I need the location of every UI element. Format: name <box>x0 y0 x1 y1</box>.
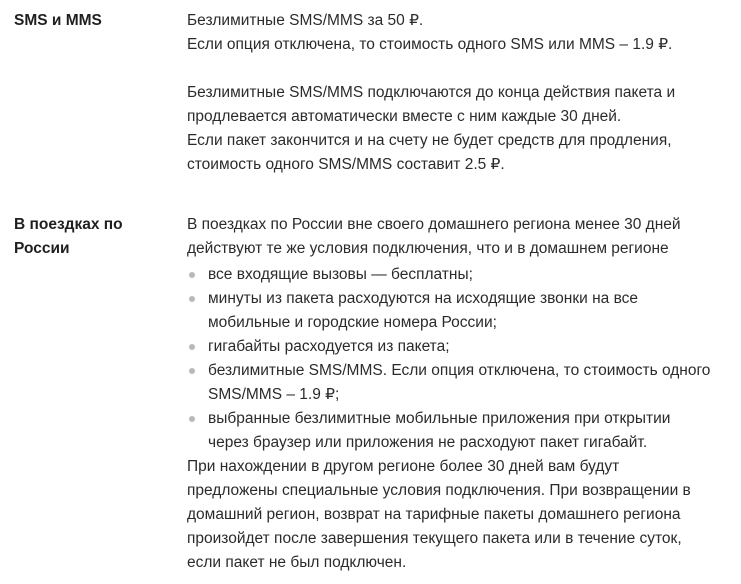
list-item <box>187 287 714 335</box>
bullet-icon <box>189 416 195 422</box>
list-item-text: все входящие вызовы — бесплатны; <box>208 266 473 283</box>
section-label-sms-mms: SMS и MMS <box>14 12 102 29</box>
text-line: Безлимитные SMS/MMS подключаются до конца действия пакета и продлевается автоматически вместе с ним каждые 30 дней. <box>187 84 676 125</box>
list-item-text: выбранные безлимитные мобильные приложения при открытии через браузер или приложения не расходуют пакет гигабайт. <box>208 410 671 451</box>
list-item-text: безлимитные SMS/MMS. Если опция отключена, то стоимость одного SMS/MMS – 1.9 ₽; <box>208 362 711 403</box>
list-item-text: минуты из пакета расходуются на исходящие звонки на все мобильные и городские номера России; <box>208 290 639 331</box>
paragraph-travel-outro: При нахождении в другом регионе более 30 дней вам будут предложены специальные условия подключения. При возвращении в домашний регион, возврат на тарифные пакеты домашнего региона произойдет после завершения текущего пакета или в течение суток, если пакет не был подключен. <box>187 458 691 571</box>
bullet-icon <box>189 368 195 374</box>
text-line: Если опция отключена, то стоимость одного SMS или MMS – 1.9 ₽. <box>187 36 673 53</box>
bullet-icon <box>189 272 195 278</box>
bullet-icon <box>189 296 195 302</box>
text-line: Безлимитные SMS/MMS за 50 ₽. <box>187 12 424 29</box>
section-label-travel-russia: В поездках по России <box>14 216 123 257</box>
paragraph-travel-intro: В поездках по России вне своего домашнего региона менее 30 дней действуют те же условия подключения, что и в домашнем регионе <box>187 216 681 257</box>
bullet-icon <box>189 344 195 350</box>
section-content-sms-mms <box>187 9 714 177</box>
list-item <box>187 263 714 287</box>
list-item-text: гигабайты расходуется из пакета; <box>208 338 450 355</box>
travel-conditions-list <box>187 263 714 455</box>
paragraph-sms-price <box>187 9 714 57</box>
list-item <box>187 359 714 407</box>
list-item <box>187 335 714 359</box>
section-content-travel-russia <box>187 213 714 575</box>
section-sms-mms <box>14 9 727 177</box>
list-item <box>187 407 714 455</box>
paragraph-sms-renewal <box>187 81 714 177</box>
section-travel-russia <box>14 213 727 575</box>
text-line: Если пакет закончится и на счету не будет средств для продления, стоимость одного SMS/MMS составит 2.5 ₽. <box>187 132 672 173</box>
